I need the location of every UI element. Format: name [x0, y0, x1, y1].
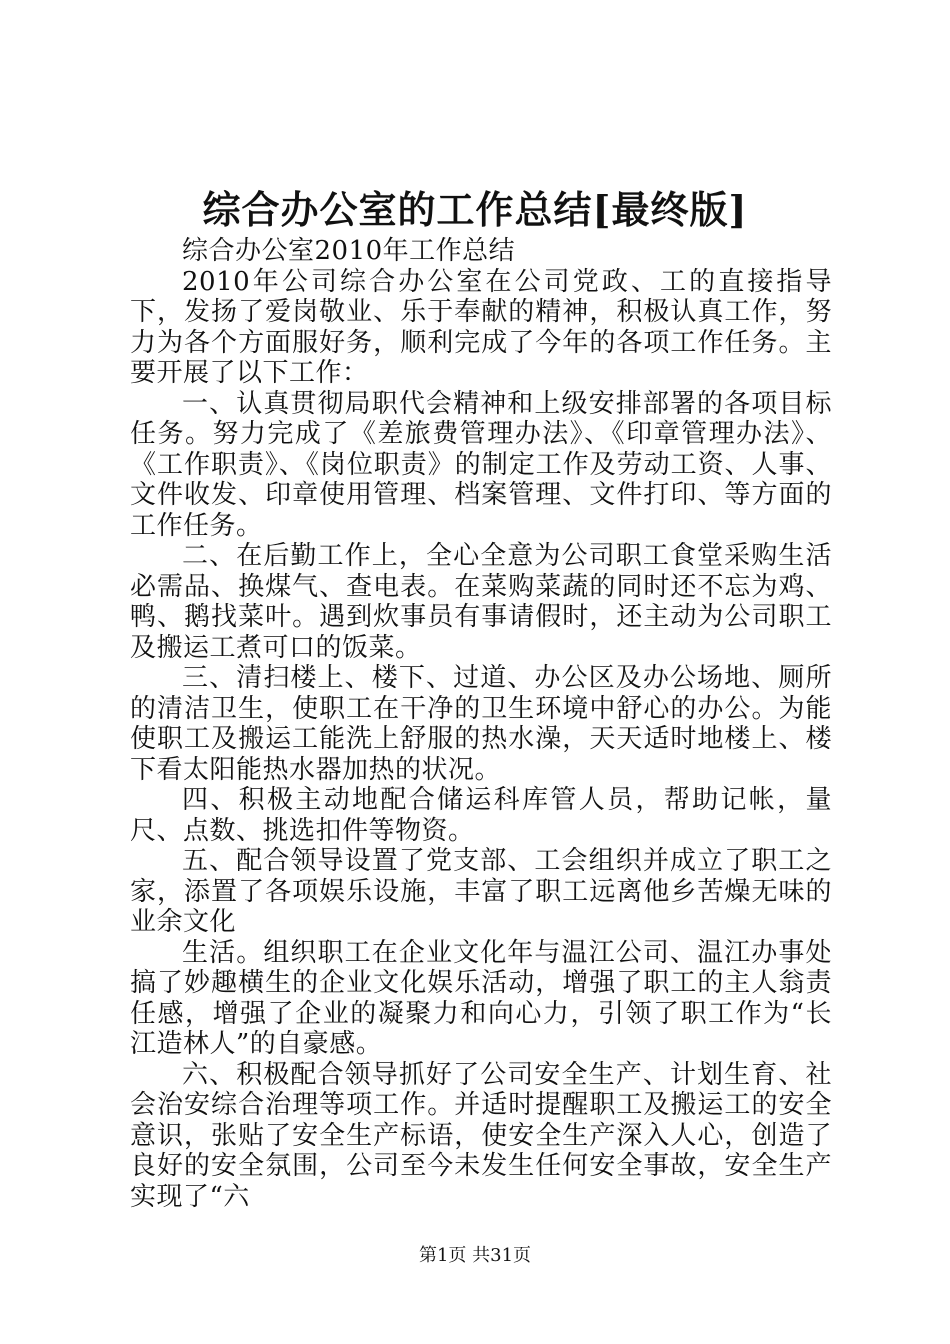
body-paragraph: 六、积极配合领导抓好了公司安全生产、计划生育、社会治安综合治理等项工作。并适时提醒职工及搬运工的安全意识，张贴了安全生产标语，使安全生产深入人心，创造了良好的安全氛围，公司至今未发生任何安全事故，安全生产实现了“六 [130, 1059, 832, 1212]
body-paragraph: 综合办公室2010年工作总结 [182, 236, 516, 266]
page-number: 第1页 共31页 [418, 1245, 532, 1266]
body-paragraph: 2010年公司综合办公室在公司党政、工的直接指导下，发扬了爱岗敬业、乐于奉献的精神，积极认真工作，努力为各个方面服好务，顺利完成了今年的各项工作任务。主要开展了以下工作： [130, 266, 832, 388]
body-paragraph: 五、配合领导设置了党支部、工会组织并成立了职工之家，添置了各项娱乐设施，丰富了职工远离他乡苦燥无味的业余文化 [130, 846, 832, 937]
body-paragraph: 四、积极主动地配合储运科库管人员，帮助记帐，量尺、点数、挑选扣件等物资。 [130, 785, 832, 846]
document-body [130, 236, 832, 1212]
document-title: 综合办公室的工作总结[最终版] [202, 187, 748, 232]
body-paragraph: 二、在后勤工作上，全心全意为公司职工食堂采购生活必需品、换煤气、查电表。在菜购菜蔬的同时还不忘为鸡、鸭、鹅找菜叶。遇到炊事员有事请假时，还主动为公司职工及搬运工煮可口的饭菜。 [130, 541, 832, 663]
body-paragraph: 生活。组织职工在企业文化年与温江公司、温江办事处搞了妙趣横生的企业文化娱乐活动，增强了职工的主人翁责任感，增强了企业的凝聚力和向心力，引领了职工作为“长江造林人”的自豪感。 [130, 937, 832, 1059]
body-paragraph: 一、认真贯彻局职代会精神和上级安排部署的各项目标任务。努力完成了《差旅费管理办法》、《印章管理办法》、《工作职责》、《岗位职责》的制定工作及劳动工资、人事、文件收发、印章使用管理、档案管理、文件打印、等方面的工作任务。 [130, 388, 832, 541]
body-paragraph: 三、清扫楼上、楼下、过道、办公区及办公场地、厕所的清洁卫生，使职工在干净的卫生环境中舒心的办公。为能使职工及搬运工能洗上舒服的热水澡，天天适时地楼上、楼下看太阳能热水器加热的状况。 [130, 663, 832, 785]
